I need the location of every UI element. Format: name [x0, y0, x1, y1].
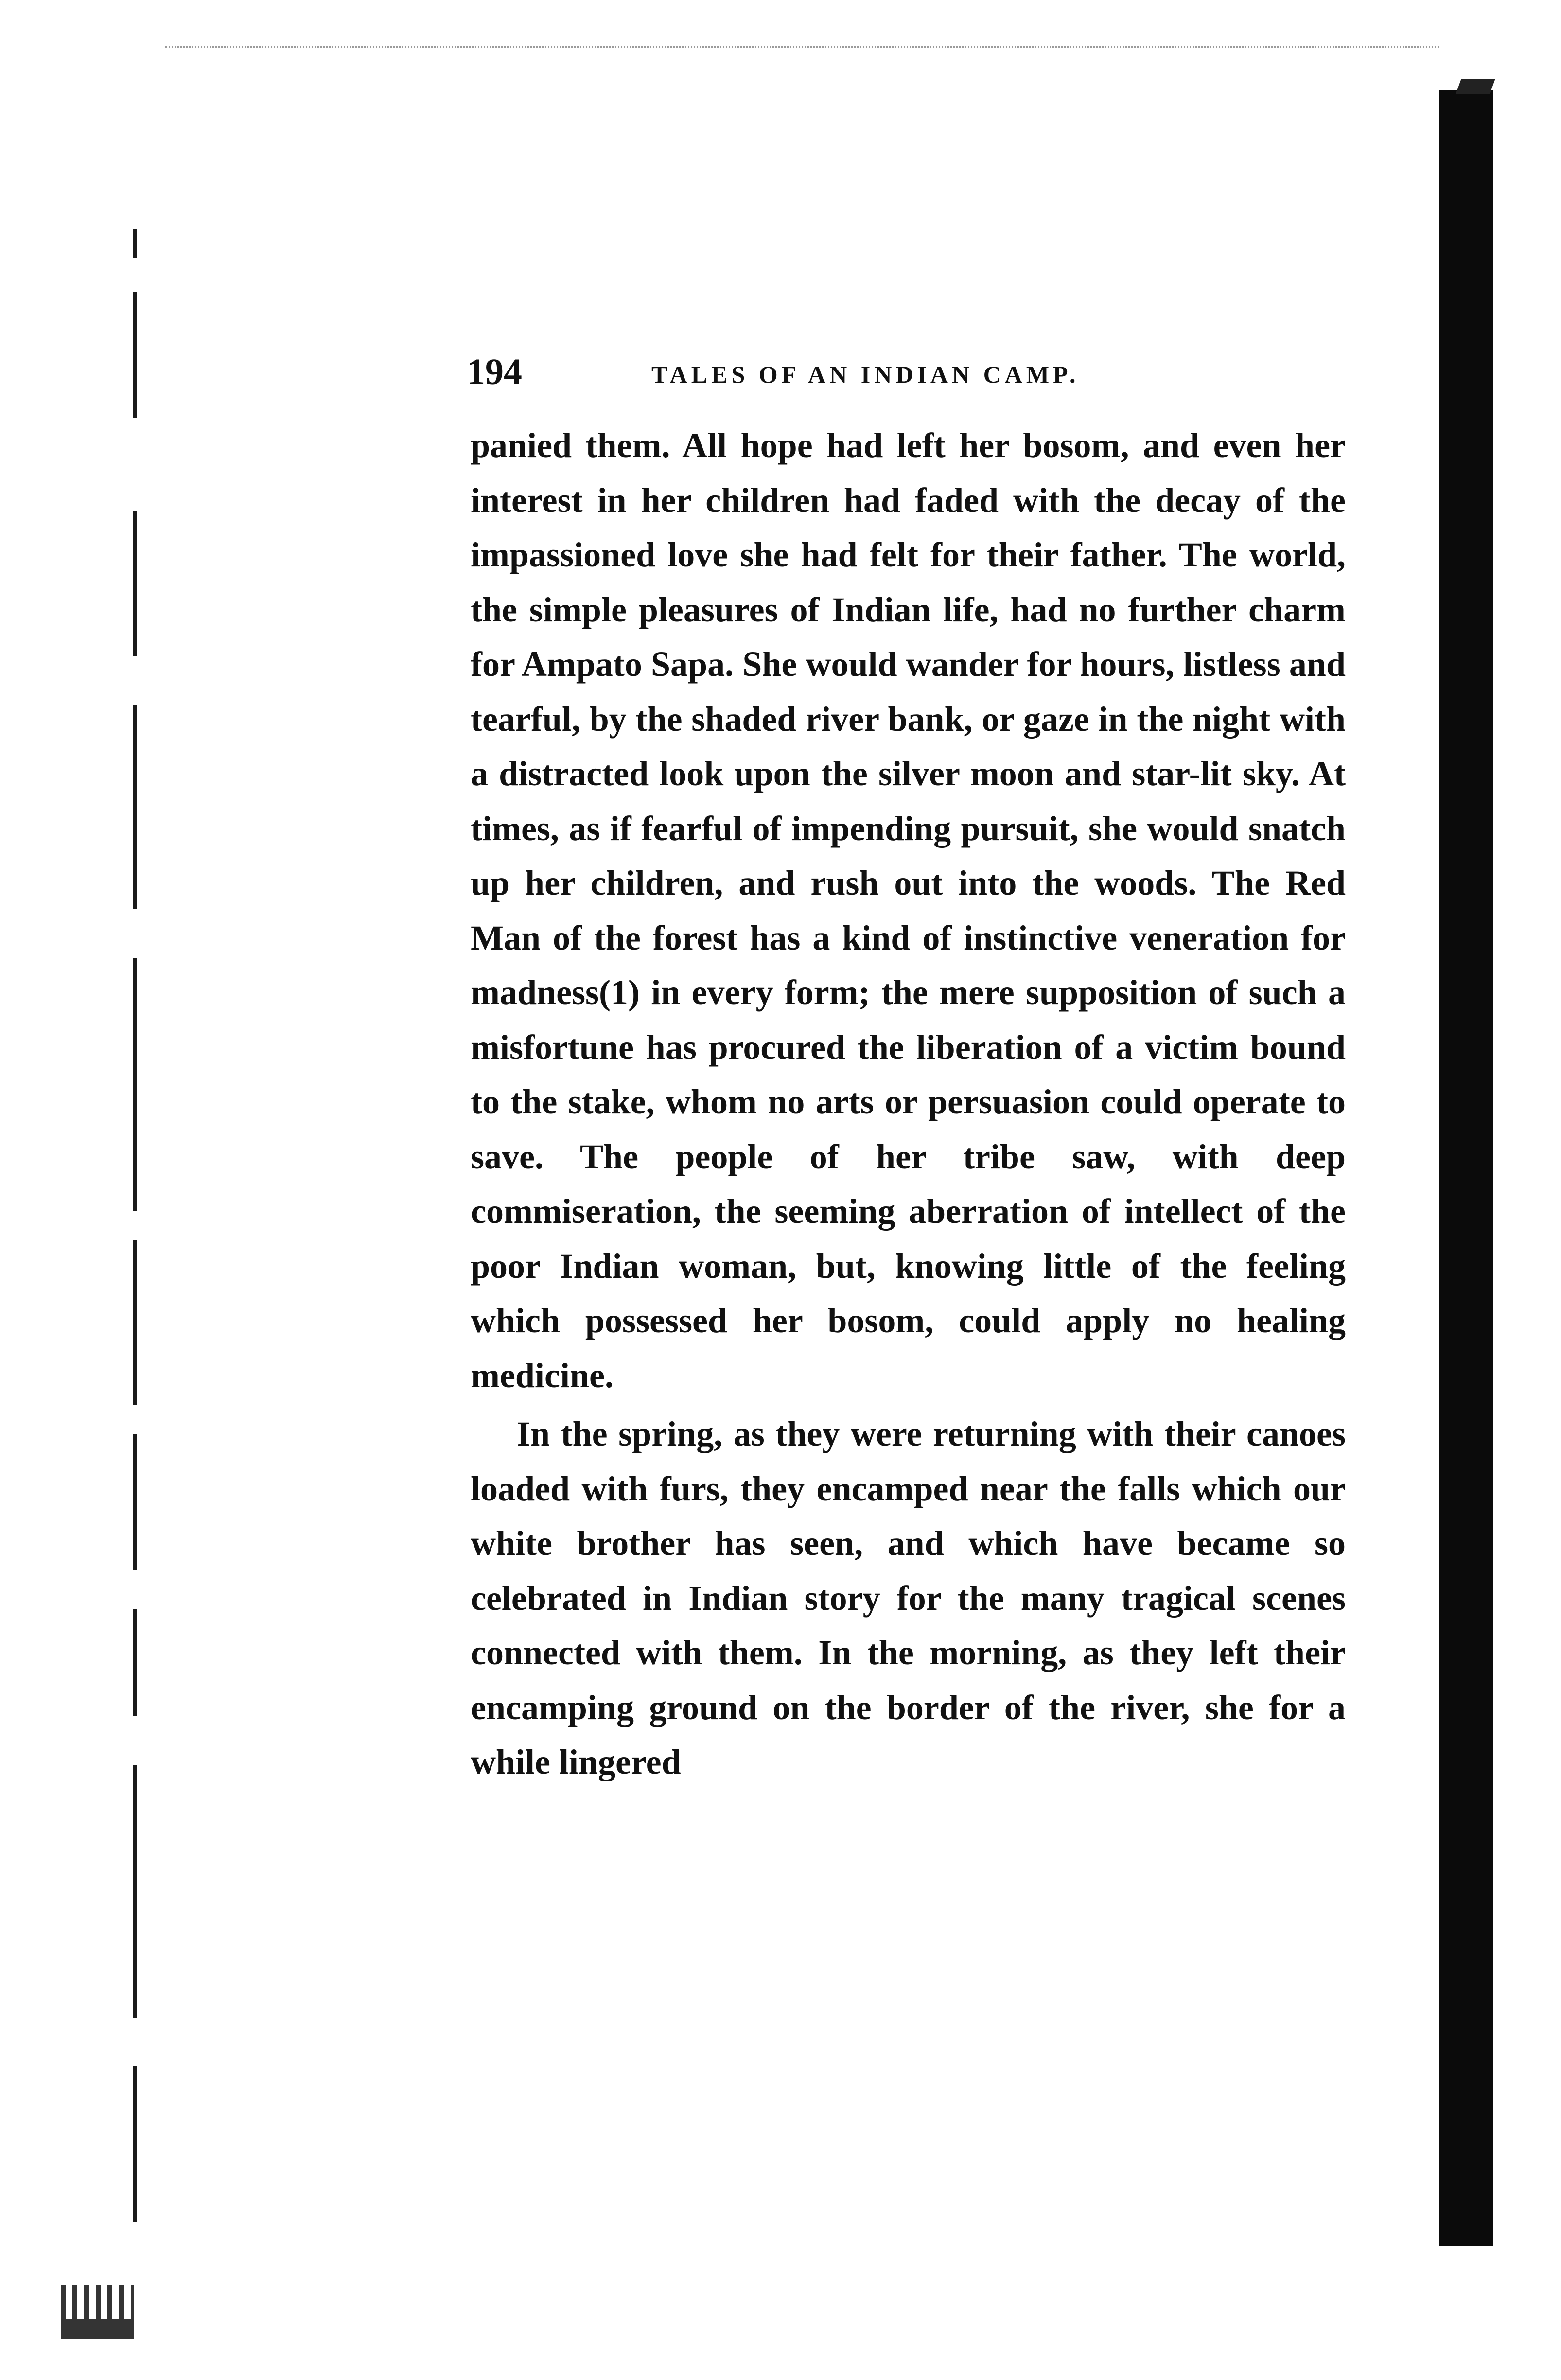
paragraph-2: In the spring, as they were returning with their canoes loaded with furs, they encamped near the falls which our white brother has seen, and which have became so celebrated in Indian story for the many tragical scenes connected with them. In the morning, as they left their encamping ground on the border of the river, she for a while lingered	[471, 1414, 1346, 1781]
scan-bottom-corner-artifact	[61, 2285, 134, 2339]
scan-top-edge	[165, 46, 1439, 51]
running-title: TALES OF AN INDIAN CAMP.	[651, 361, 1080, 388]
body-text	[471, 418, 1346, 1790]
scan-gutter-marks	[122, 170, 151, 2188]
scan-spine-shadow	[1439, 90, 1493, 2246]
page-header	[467, 348, 1356, 406]
paragraph-1: panied them. All hope had left her bosom, and even her interest in her children had faded with the decay of the impassioned love she had felt for their father. The world, the simple pleasures of Indian life, had no further charm for Ampato Sapa. She would wander for hours, listless and tearful, by the shaded river bank, or gaze in the night with a distracted look upon the silver moon and star-lit sky. At times, as if fearful of impending pursuit, she would snatch up her children, and rush out into the woods. The Red Man of the forest has a kind of instinctive veneration for madness(1) in every form; the mere supposition of such a misfortune has procured the liberation of a victim bound to the stake, whom no arts or persuasion could operate to save. The people of her tribe saw, with deep commiseration, the seeming aberration of intellect of the poor Indian woman, but, knowing little of the feeling which possessed her bosom, could apply no healing medicine.	[471, 426, 1346, 1395]
page-number: 194	[467, 352, 522, 392]
